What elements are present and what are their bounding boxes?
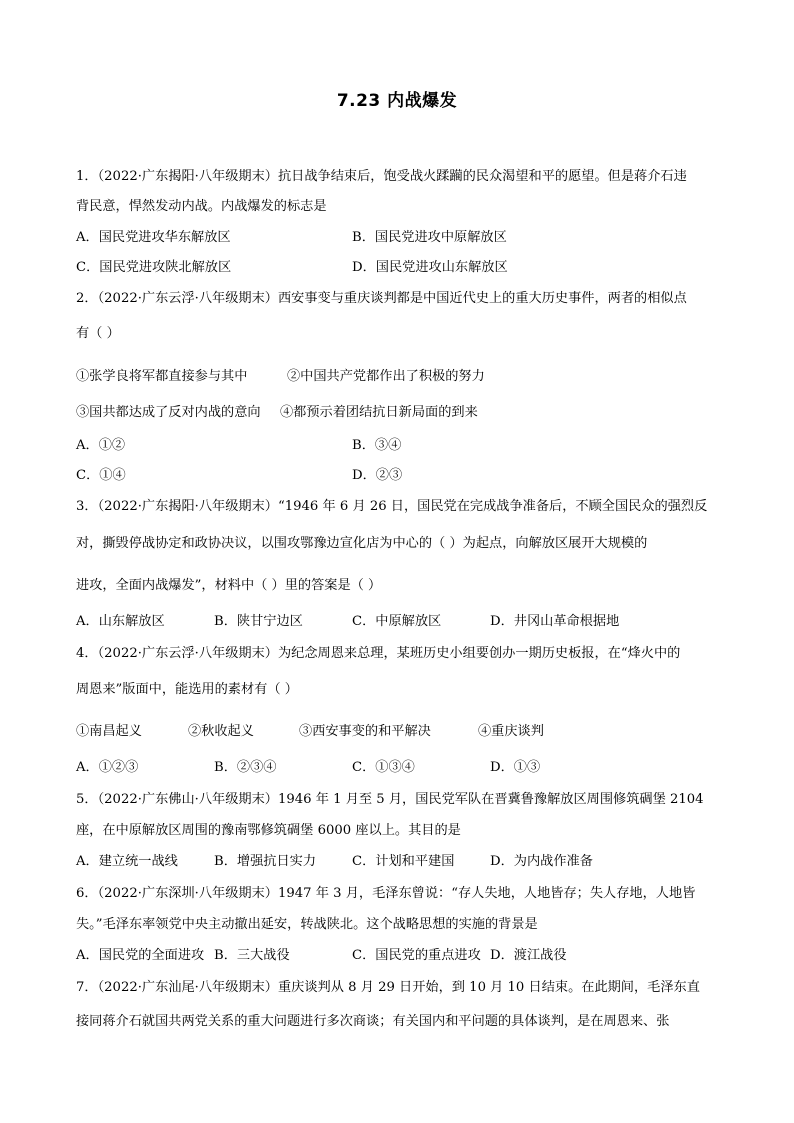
q4-stem-line-1: 4．（2022·广东云浮·八年级期末）为纪念周恩来总理，某班历史小组要创办一期历史板报，在“烽火中的 xyxy=(76,646,681,661)
q4-option-d: D．①③ xyxy=(490,760,541,775)
q6-option-a: A．国民党的全面进攻 xyxy=(76,948,205,963)
q2-statement-2: ②中国共产党都作出了积极的努力 xyxy=(287,369,485,384)
q2-option-a: A．①② xyxy=(76,438,126,453)
q4-option-a: A．①②③ xyxy=(76,760,139,775)
q4-statement-3: ③西安事变的和平解决 xyxy=(299,724,431,739)
q3-option-a: A．山东解放区 xyxy=(76,614,165,629)
q3-stem-line-2: 对，撕毁停战协定和政协决议，以围攻鄂豫边宣化店为中心的（ ）为起点，向解放区展开大规模的 xyxy=(76,536,648,551)
q1-option-a: A．国民党进攻华东解放区 xyxy=(76,230,231,245)
q4-statement-2: ②秋收起义 xyxy=(188,724,254,739)
q5-option-d: D．为内战作准备 xyxy=(490,854,593,869)
q5-option-b: B．增强抗日实力 xyxy=(214,854,317,869)
q1-option-c: C．国民党进攻陕北解放区 xyxy=(76,260,232,275)
q6-option-c: C．国民党的重点进攻 xyxy=(352,948,481,963)
q6-stem-line-1: 6．（2022·广东深圳·八年级期末）1947 年 3 月，毛泽东曾说：“存人失地，人地皆存；失人存地，人地皆 xyxy=(76,886,696,901)
q4-statement-4: ④重庆谈判 xyxy=(478,724,544,739)
q3-stem-line-3: 进攻，全面内战爆发”，材料中（ ）里的答案是（ ） xyxy=(76,578,382,593)
q2-option-d: D．②③ xyxy=(352,468,403,483)
q1-stem-line-1: 1．（2022·广东揭阳·八年级期末）抗日战争结束后，饱受战火蹂躏的民众渴望和平的愿望。但是蒋介石违 xyxy=(76,169,687,184)
q6-option-b: B．三大战役 xyxy=(214,948,290,963)
q2-stem-line-1: 2．（2022·广东云浮·八年级期末）西安事变与重庆谈判都是中国近代史上的重大历史事件，两者的相似点 xyxy=(76,291,687,306)
q4-option-b: B．②③④ xyxy=(214,760,277,775)
q3-option-d: D．井冈山革命根据地 xyxy=(490,614,620,629)
q1-option-d: D．国民党进攻山东解放区 xyxy=(352,260,508,275)
q2-statement-3: ③国共都达成了反对内战的意向 xyxy=(76,405,261,420)
q5-option-a: A．建立统一战线 xyxy=(76,854,178,869)
q5-option-c: C．计划和平建国 xyxy=(352,854,455,869)
q3-stem-line-1: 3．（2022·广东揭阳·八年级期末）“1946 年 6 月 26 日，国民党在完成战争准备后，不顾全国民众的强烈反 xyxy=(76,499,708,514)
q4-statement-1: ①南昌起义 xyxy=(76,724,142,739)
q3-option-b: B．陕甘宁边区 xyxy=(214,614,303,629)
q2-option-b: B．③④ xyxy=(352,438,402,453)
q4-option-c: C．①③④ xyxy=(352,760,415,775)
q5-stem-line-1: 5．（2022·广东佛山·八年级期末）1946 年 1 月至 5 月，国民党军队在晋冀鲁豫解放区周围修筑碉堡 2104 xyxy=(76,792,704,807)
page-title: 7.23 内战爆发 xyxy=(336,91,458,111)
q6-stem-line-2: 失。”毛泽东率领党中央主动撤出延安，转战陕北。这个战略思想的实施的背景是 xyxy=(76,917,538,932)
q3-option-c: C．中原解放区 xyxy=(352,614,442,629)
q2-stem-line-2: 有（ ） xyxy=(76,326,120,341)
q2-statement-1: ①张学良将军都直接参与其中 xyxy=(76,369,248,384)
q2-option-c: C．①④ xyxy=(76,468,126,483)
q1-option-b: B．国民党进攻中原解放区 xyxy=(352,230,507,245)
q7-stem-line-2: 接同蒋介石就国共两党关系的重大问题进行多次商谈；有关国内和平问题的具体谈判，是在周恩来、张 xyxy=(76,1014,670,1029)
q4-stem-line-2: 周恩来”版面中，能选用的素材有（ ） xyxy=(76,682,298,697)
q7-stem-line-1: 7．（2022·广东汕尾·八年级期末）重庆谈判从 8 月 29 日开始，到 10 月 10 日结束。在此期间，毛泽东直 xyxy=(76,980,700,995)
q2-statement-4: ④都预示着团结抗日新局面的到来 xyxy=(280,405,478,420)
q6-option-d: D．渡江战役 xyxy=(490,948,567,963)
q5-stem-line-2: 座，在中原解放区周围的豫南鄂修筑碉堡 6000 座以上。其目的是 xyxy=(76,823,461,838)
q1-stem-line-2: 背民意，悍然发动内战。内战爆发的标志是 xyxy=(76,199,327,214)
